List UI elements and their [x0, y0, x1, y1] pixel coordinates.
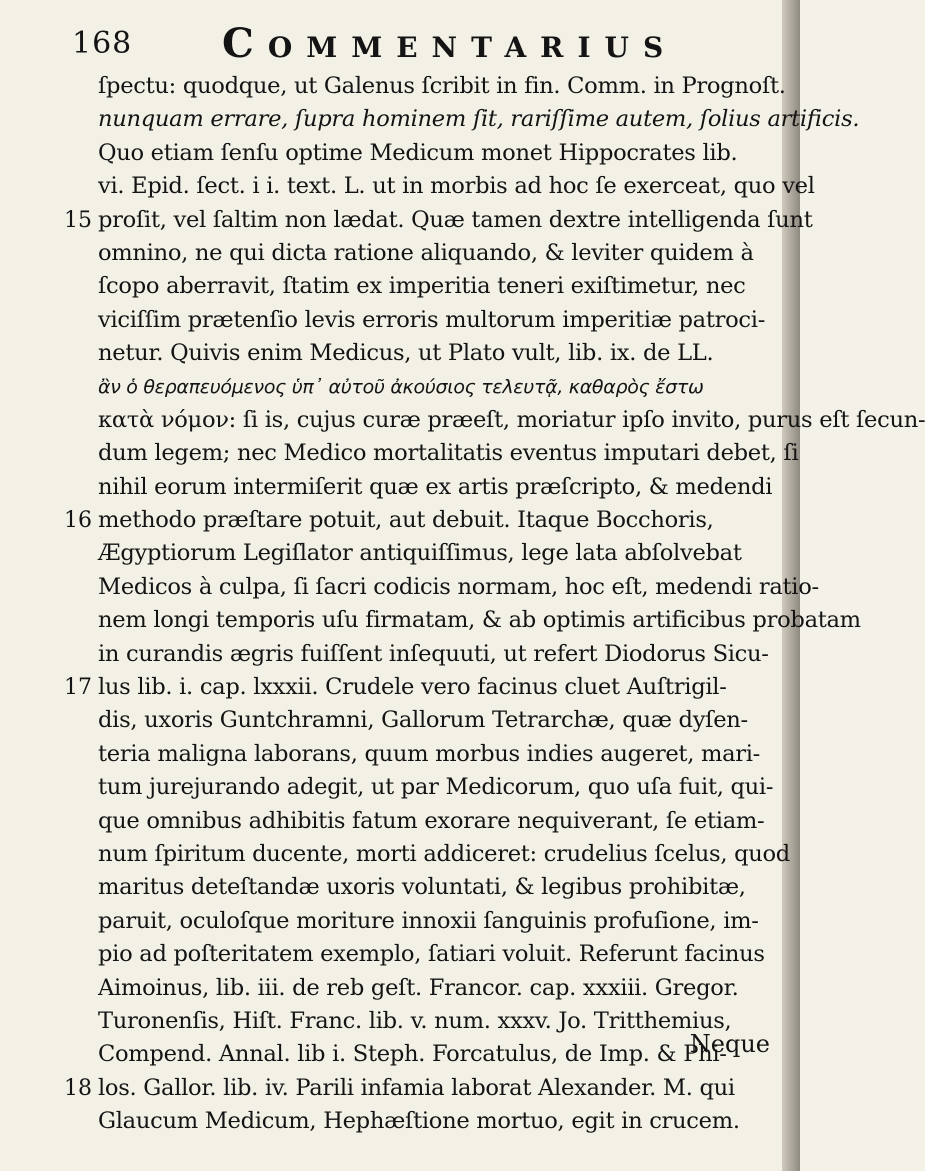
line-text: Glaucum Medicum, Hephæſtione mortuo, egit in crucem. [98, 1108, 740, 1135]
margin-section-number: 18 [64, 1075, 92, 1101]
text-line [56, 404, 925, 437]
text-line [56, 103, 860, 136]
line-text: ſpectu: quodque, ut Galenus ſcribit in fin. Comm. in Prognoſt. [98, 73, 786, 99]
text-line [56, 771, 776, 804]
line-text: dum legem; nec Medico mortalitatis eventus imputari debet, ſi [98, 440, 799, 467]
text-line [56, 1038, 776, 1071]
line-text: vi. Epid. ſect. i i. text. L. ut in morbis ad hoc ſe exerceat, quo vel [98, 173, 815, 200]
text-line [56, 838, 790, 871]
line-text: methodo præſtare potuit, aut debuit. Itaque Bocchoris, [98, 507, 714, 534]
text-line [56, 70, 786, 103]
text-line [56, 337, 776, 370]
page-number: 168 [72, 26, 133, 61]
line-text: dis, uxoris Guntchramni, Gallorum Tetrarchæ, quæ dyſen- [98, 707, 748, 734]
text-line [56, 571, 819, 604]
line-text: netur. Quivis enim Medicus, ut Plato vult, lib. ix. de LL. [98, 340, 714, 367]
text-line [56, 304, 776, 337]
text-line [56, 1005, 776, 1038]
line-text: Quo etiam ſenſu optime Medicum monet Hippocrates lib. [98, 139, 738, 166]
text-line [56, 805, 776, 838]
text-line [56, 471, 776, 504]
margin-section-number: 15 [64, 207, 92, 233]
line-text: pio ad poſteritatem exemplo, ſatiari voluit. Referunt facinus [98, 941, 765, 968]
line-text: κατὰ νόμον: ſi is, cujus curæ præeſt, moriatur ipſo invito, purus eſt ſecun- [98, 406, 925, 433]
text-line [56, 371, 776, 404]
line-text: los. Gallor. lib. iv. Parili infamia laborat Alexander. M. qui [98, 1074, 735, 1101]
line-text: lus lib. i. cap. lxxxii. Crudele vero facinus cluet Auſtrigil- [98, 674, 727, 701]
line-text: Ægyptiorum Legiſlator antiquiſſimus, lege lata abſolvebat [98, 540, 742, 567]
line-text: Turonenſis, Hiſt. Franc. lib. v. num. xxxv. Jo. Tritthemius, [98, 1007, 732, 1034]
text-line [56, 1072, 776, 1105]
line-text: que omnibus adhibitis fatum exorare nequiverant, ſe etiam- [98, 807, 765, 834]
line-text: teria maligna laborans, quum morbus indies augeret, mari- [98, 740, 761, 767]
line-text: omnino, ne qui dicta ratione aliquando, & leviter quidem à [98, 239, 754, 266]
line-text: num ſpiritum ducente, morti addiceret: crudelius ſcelus, quod [98, 840, 790, 867]
line-text: nem longi temporis uſu firmatam, & ab optimis artificibus probatam [98, 607, 861, 634]
catchword: Neque [689, 1030, 770, 1058]
line-text: paruit, oculoſque moriture innoxii ſanguinis profuſione, im- [98, 907, 759, 934]
line-text: nunquam errare, ſupra hominem ſit, rariſſime autem, ſolius artificis. [98, 106, 860, 133]
line-text: ſcopo aberravit, ſtatim ex imperitia teneri exiſtimetur, nec [98, 273, 746, 300]
body-text [56, 70, 925, 1139]
margin-section-number: 16 [64, 508, 92, 534]
text-line [56, 537, 776, 570]
text-line [56, 671, 776, 704]
page-header [72, 20, 752, 70]
line-text: Aimoinus, lib. iii. de reb geſt. Francor. cap. xxxiii. Gregor. [98, 974, 739, 1001]
margin-section-number: 17 [64, 675, 92, 701]
text-line [56, 604, 861, 637]
text-line [56, 137, 776, 170]
text-line [56, 871, 776, 904]
text-line [56, 972, 776, 1005]
line-text: maritus deteſtandæ uxoris voluntati, & legibus prohibitæ, [98, 874, 746, 901]
text-line [56, 170, 815, 203]
line-text: Compend. Annal. lib i. Steph. Forcatulus, de Imp. & Phi- [98, 1041, 727, 1068]
line-text: in curandis ægris fuiſſent inſequuti, ut refert Diodorus Sicu- [98, 640, 769, 667]
text-line [56, 1105, 776, 1138]
line-text: viciſſim prætenſio levis erroris multorum imperitiæ patroci- [98, 306, 766, 333]
text-line [56, 237, 776, 270]
line-text: proſit, vel ſaltim non lædat. Quæ tamen dextre intelligenda ſunt [98, 206, 813, 233]
line-text: Medicos à culpa, ſi ſacri codicis normam, hoc eſt, medendi ratio- [98, 573, 819, 600]
line-text: tum jurejurando adegit, ut par Medicorum, quo uſa fuit, qui- [98, 774, 774, 801]
line-text: ἂν ὁ θεραπευόμενος ὑπ᾽ αὐτοῦ ἀκούσιος τελευτᾷ, καθαρὸς ἔστω [98, 375, 704, 398]
text-line [56, 738, 776, 771]
text-line [56, 704, 776, 737]
text-line [56, 504, 776, 537]
running-title: Commentarius [222, 20, 678, 67]
text-line [56, 905, 776, 938]
text-line [56, 638, 776, 671]
text-line [56, 270, 776, 303]
text-line [56, 938, 776, 971]
text-line [56, 437, 799, 470]
text-line [56, 204, 813, 237]
line-text: nihil eorum intermiſerit quæ ex artis præſcripto, & medendi [98, 473, 773, 500]
